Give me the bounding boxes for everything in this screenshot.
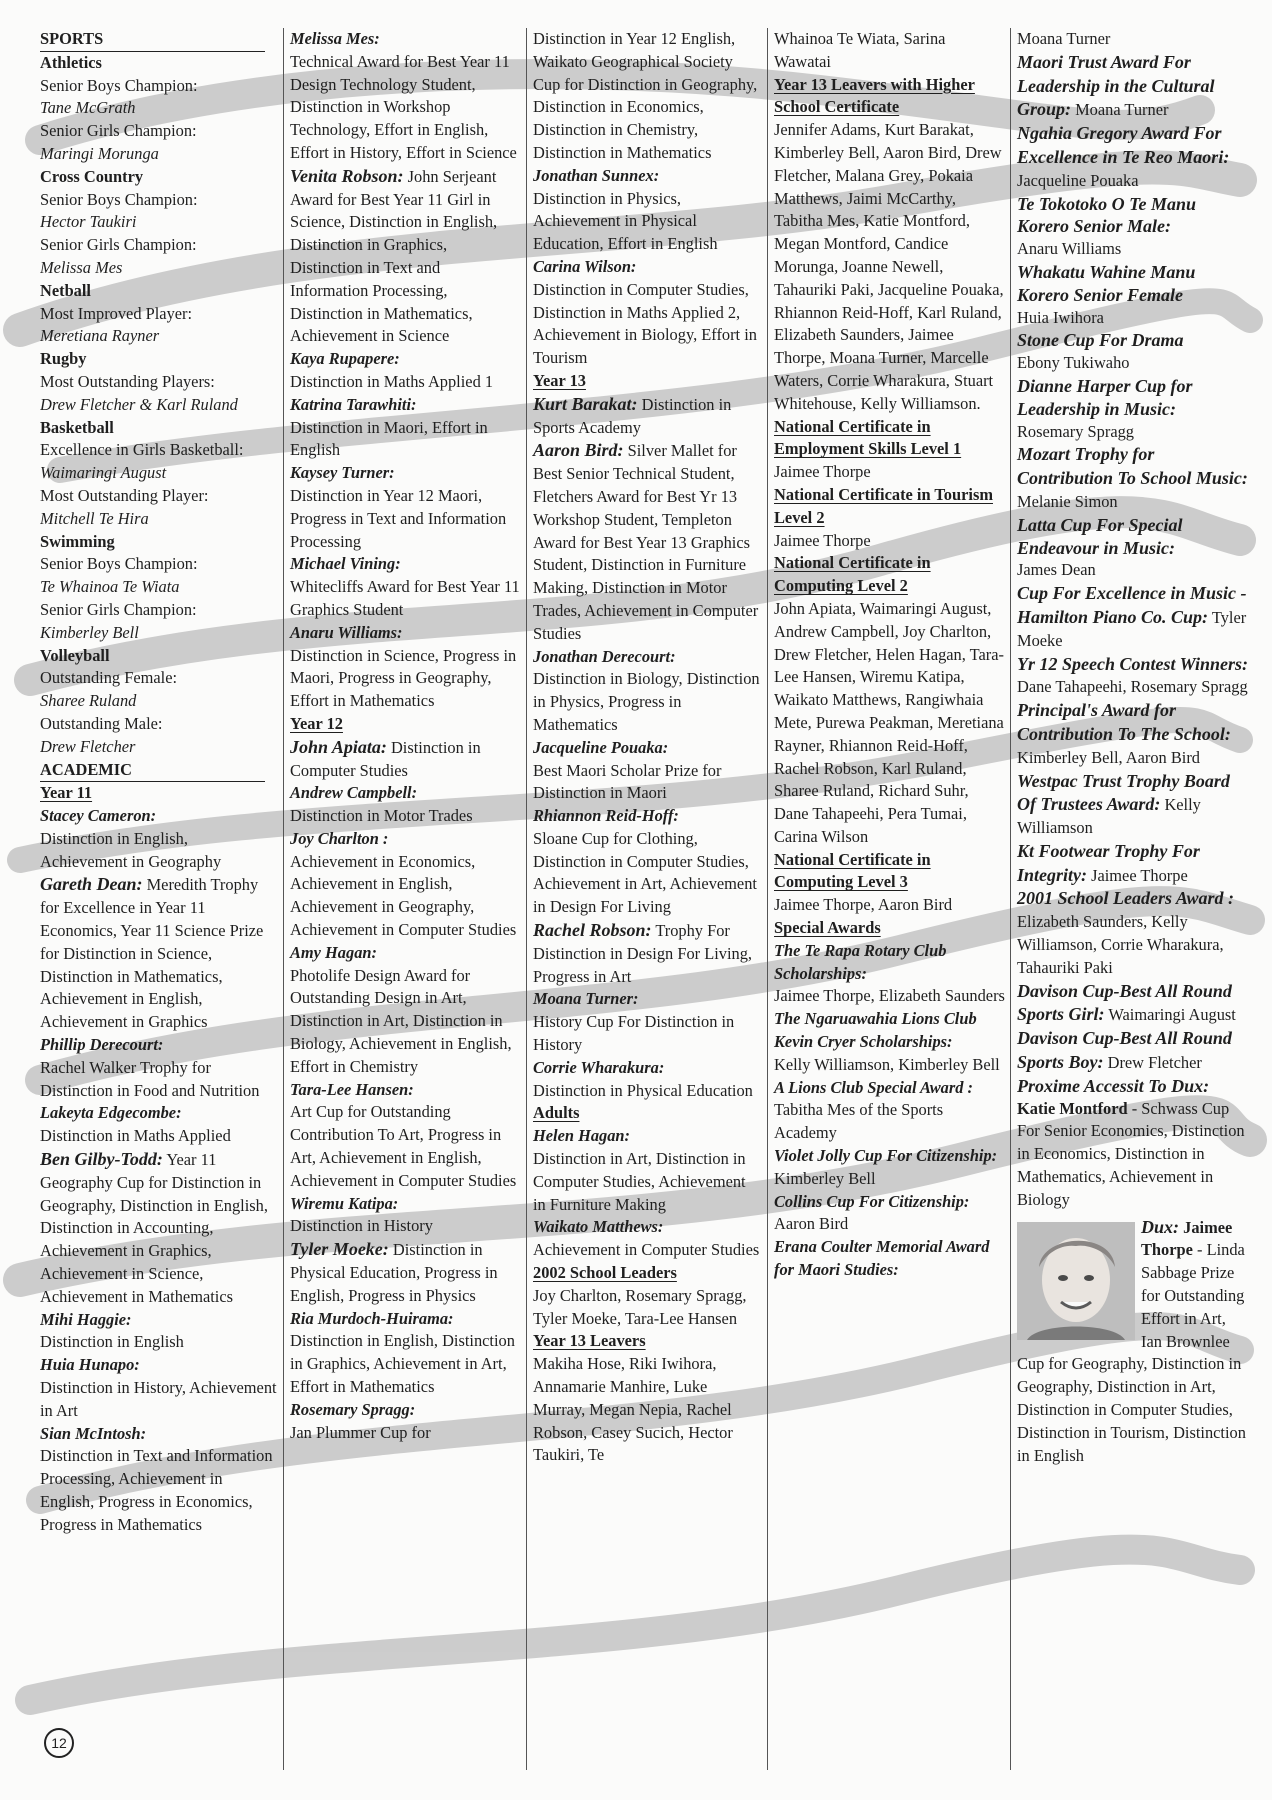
- award-details: Jaimee Thorpe: [1087, 865, 1188, 885]
- award-details: Distinction in History: [290, 1216, 433, 1236]
- award-recipient: Tyler Moeke:: [290, 1239, 389, 1260]
- award-details: Waimaringi August: [1104, 1005, 1236, 1025]
- award-details: Senior Girls Champion:: [40, 235, 197, 255]
- award-details: Distinction in Biology, Distinction in Physics, Progress in Mathematics: [533, 669, 760, 734]
- award-details: Kimberley Bell, Aaron Bird: [1017, 747, 1200, 767]
- award-details: Distinction in Year 12 Maori, Progress in Text and Information Processing: [290, 485, 507, 551]
- award-winner: Tane McGrath: [40, 98, 136, 118]
- award-details: Huia Iwihora: [1017, 307, 1104, 327]
- award-recipient: Ben Gilby-Todd:: [40, 1149, 163, 1170]
- section-heading: Special Awards: [774, 918, 881, 938]
- award-details: Makiha Hose, Riki Iwihora, Annamarie Manhire, Luke Murray, Megan Nepia, Rachel Robson, Casey Sucich, Hector Taukiri, Te: [533, 1354, 733, 1465]
- award-details: Distinction in Art, Distinction in Computer Studies, Achievement in Furniture Making: [533, 1149, 746, 1214]
- award-winner: Te Whainoa Te Wiata: [40, 577, 180, 597]
- award-recipient: Joy Charlton :: [290, 828, 389, 848]
- award-details: Year 11 Geography Cup for Distinction in Geography, Distinction in English, Distinction in Accounting, Achievement in Graphics, Achievement in Science, Achievement in Mathematics: [40, 1150, 268, 1306]
- award-details: Jan Plummer Cup for: [290, 1422, 431, 1442]
- section-heading: National Certificate in Computing Level 3: [774, 849, 931, 892]
- column-5-items: [1017, 28, 1250, 1212]
- award-details: Moana Turner: [1017, 29, 1111, 48]
- award-entry: [1017, 980, 1250, 1028]
- award-details: Jaimee Thorpe: [774, 530, 871, 550]
- dux-label: Dux:: [1141, 1216, 1180, 1237]
- column-4: [767, 28, 1005, 1770]
- award-details: Technical Award for Best Year 11 Design Technology Student, Distinction in Workshop Technology, Effort in English, Effort in History, Effort in Science: [290, 51, 517, 162]
- award-recipient: Amy Hagan:: [290, 942, 377, 962]
- award-recipient: Jacqueline Pouaka:: [533, 737, 669, 757]
- award-details: Art Cup for Outstanding Contribution To Art, Progress in Art, Achievement in English, Achievement in Computer Studies: [290, 1102, 517, 1190]
- award-recipient: Melissa Mes:: [290, 29, 380, 48]
- award-details: John Serjeant Award for Best Year 11 Girl in Science, Distinction in English, Distinction in Graphics, Distinction in Text and Information Processing, Distinction in Mathematics, Achievement in Science: [290, 166, 498, 346]
- award-details: Distinction in Maths Applied: [40, 1126, 231, 1146]
- section-heading: Adults: [533, 1103, 580, 1123]
- award-details: Achievement in Computer Studies: [533, 1240, 760, 1260]
- dux-awards-continued: Cup for Geography, Distinction in Geography, Distinction in Art, Distinction in Computer Studies, Distinction in Tourism, Distinction in English: [1017, 1354, 1246, 1465]
- award-details: Photolife Design Award for Outstanding Design in Art, Distinction in Art, Distinction in Biology, Achievement in English, Effort in Chemistry: [290, 965, 512, 1076]
- award-recipient: Whakatu Wahine Manu Korero Senior Female: [1017, 261, 1196, 305]
- award-details: Kelly Williamson: [1017, 795, 1201, 838]
- award-recipient: Jonathan Sunnex:: [533, 165, 660, 185]
- award-details: Aaron Bird: [774, 1214, 849, 1234]
- award-entry: [1017, 770, 1250, 840]
- award-recipient: Ria Murdoch-Huirama:: [290, 1308, 454, 1328]
- sport-category: Basketball: [40, 417, 114, 437]
- award-winner: Mitchell Te Hira: [40, 508, 149, 528]
- sport-category: Athletics: [40, 52, 102, 72]
- award-winner: Kimberley Bell: [40, 622, 139, 642]
- award-details: Distinction in Science, Progress in Maori, Progress in Geography, Effort in Mathematics: [290, 645, 517, 711]
- award-recipient: Jonathan Derecourt:: [533, 646, 676, 666]
- award-details: Elizabeth Saunders, Kelly Williamson, Corrie Wharakura, Tahauriki Paki: [1017, 912, 1224, 977]
- award-details: Dane Tahapeehi, Rosemary Spragg: [1017, 677, 1248, 697]
- award-entry: [1017, 122, 1250, 192]
- award-recipient: Kaya Rupapere:: [290, 349, 400, 369]
- section-heading: National Certificate in Employment Skills Level 1: [774, 416, 962, 459]
- award-recipient: Gareth Dean:: [40, 874, 143, 895]
- award-details: Most Outstanding Player:: [40, 485, 209, 505]
- award-recipient: Davison Cup-Best All Round Sports Girl:: [1017, 980, 1232, 1025]
- award-recipient: Waikato Matthews:: [533, 1217, 664, 1237]
- column-1: [40, 28, 278, 1770]
- award-recipient: John Apiata:: [290, 736, 387, 757]
- award-recipient: The Te Rapa Rotary Club Scholarships:: [774, 940, 947, 983]
- award-details: Distinction in English, Achievement in Geography: [40, 828, 222, 871]
- dux-name: Jaimee Thorpe: [1141, 1217, 1233, 1260]
- page-number: 12: [51, 1735, 67, 1751]
- award-entry: [533, 439, 762, 645]
- award-entry: [533, 393, 762, 440]
- award-details: - Schwass Cup For Senior Economics, Distinction in Economics, Distinction in Mathematics, Achievement in Biology: [1017, 1098, 1245, 1209]
- dux-portrait-photo: [1017, 1222, 1135, 1340]
- award-details: Distinction in Sports Academy: [533, 394, 732, 437]
- award-details: Whitecliffs Award for Best Year 11 Graphics Student: [290, 577, 520, 619]
- award-entry: [290, 736, 521, 783]
- award-details: Joy Charlton, Rosemary Spragg, Tyler Moeke, Tara-Lee Hansen: [533, 1285, 747, 1328]
- award-winner: Drew Fletcher: [40, 736, 136, 756]
- award-details: Distinction in Maori, Effort in English: [290, 417, 488, 460]
- award-details: Senior Boys Champion:: [40, 75, 198, 95]
- award-recipient: Ngahia Gregory Award For Excellence in Te Reo Maori:: [1017, 123, 1230, 167]
- award-details: Jennifer Adams, Kurt Barakat, Kimberley Bell, Aaron Bird, Drew Fletcher, Malana Grey, Pokaia Matthews, Jaimi McCarthy, Tabitha Mes, Katie Montford, Megan Montford, Candice Morunga, Joanne Newell, Tahauriki Paki, Jacqueline Pouaka, Rhiannon Reid-Hoff, Karl Ruland, Elizabeth Saunders, Jaimee Thorpe, Moana Turner, Marcelle Waters, Corrie Wharakura, Stuart Whitehouse, Kelly Williamson.: [774, 120, 1004, 413]
- award-details: Senior Girls Champion:: [40, 121, 197, 141]
- award-entry: [1017, 443, 1250, 513]
- award-details: Melanie Simon: [1017, 491, 1118, 511]
- award-details: Distinction in Text and Information Processing, Achievement in English, Progress in Economics, Progress in Mathematics: [40, 1446, 273, 1534]
- column-3: [526, 28, 762, 1770]
- award-details: Trophy For Distinction in Design For Living, Progress in Art: [533, 921, 752, 986]
- award-recipient: Venita Robson:: [290, 165, 404, 186]
- award-entry: [1017, 840, 1250, 888]
- award-details: Distinction in Physics, Achievement in Physical Education, Effort in English: [533, 188, 718, 254]
- award-recipient: Sian McIntosh:: [40, 1423, 147, 1443]
- award-recipient: Mihi Haggie:: [40, 1309, 132, 1329]
- award-details: Distinction in Maths Applied 1: [290, 371, 494, 391]
- sport-category: Volleyball: [40, 645, 110, 665]
- award-recipient: Rhiannon Reid-Hoff:: [533, 806, 679, 826]
- page-number-badge: [42, 1726, 76, 1760]
- section-heading: Year 11: [40, 783, 93, 803]
- award-details: Senior Boys Champion:: [40, 554, 198, 574]
- award-details: History Cup For Distinction in History: [533, 1012, 735, 1055]
- award-recipient: Rachel Robson:: [533, 920, 652, 941]
- award-entry: [1017, 653, 1250, 700]
- section-heading: Year 13: [533, 370, 586, 390]
- award-details: Anaru Williams: [1017, 239, 1122, 259]
- award-details: Distinction in Computer Studies, Distinction in Maths Applied 2, Achievement in Biology, Effort in Tourism: [533, 279, 757, 368]
- award-recipient: Davison Cup-Best All Round Sports Boy:: [1017, 1028, 1232, 1073]
- award-recipient: Stacey Cameron:: [40, 806, 157, 826]
- award-details: Distinction in Year 12 English, Waikato Geographical Society Cup for Distinction in Geography, Distinction in Economics, Distinction in Chemistry, Distinction in Mathematics: [533, 29, 758, 162]
- award-recipient: Stone Cup For Drama: [1017, 330, 1184, 351]
- sport-category: Swimming: [40, 531, 115, 551]
- award-recipient: Mozart Trophy for Contribution To School Music:: [1017, 444, 1248, 489]
- award-entry: [1017, 699, 1250, 769]
- award-winner: Maringi Morunga: [40, 143, 159, 163]
- award-entry: [1017, 51, 1250, 122]
- section-heading: 2002 School Leaders: [533, 1263, 677, 1283]
- sport-category: Netball: [40, 280, 91, 300]
- award-details: Rachel Walker Trophy for Distinction in Food and Nutrition: [40, 1057, 260, 1100]
- dux-block: [1017, 1216, 1250, 1354]
- award-details: Kimberley Bell: [774, 1168, 876, 1188]
- award-recipient: Dianne Harper Cup for Leadership in Music:: [1017, 375, 1193, 419]
- award-entry: [290, 1238, 521, 1307]
- award-details: Kelly Williamson, Kimberley Bell: [774, 1054, 1000, 1074]
- award-recipient: Erana Coulter Memorial Award for Maori Studies:: [774, 1237, 990, 1280]
- award-details: Senior Boys Champion:: [40, 189, 198, 209]
- award-recipient: The Ngaruawahia Lions Club Kevin Cryer Scholarships:: [774, 1009, 977, 1052]
- awards-columns: [40, 28, 1252, 1770]
- award-recipient: Kt Footwear Trophy For Integrity:: [1017, 840, 1200, 885]
- award-recipient: Wiremu Katipa:: [290, 1193, 399, 1213]
- award-details: Senior Girls Champion:: [40, 599, 197, 619]
- award-recipient: Carina Wilson:: [533, 256, 637, 276]
- dux-beside-photo: - Linda Sabbage Prize for Outstanding Effort in Art, Ian Brownlee: [1141, 1240, 1245, 1351]
- award-entry: [40, 1148, 278, 1309]
- award-recipient: Moana Turner:: [533, 989, 639, 1009]
- award-recipient: Phillip Derecourt:: [40, 1035, 164, 1055]
- award-details: Most Outstanding Players:: [40, 371, 215, 391]
- award-recipient: Collins Cup For Citizenship:: [774, 1191, 970, 1211]
- award-details: Best Maori Scholar Prize for Distinction in Maori: [533, 760, 722, 803]
- award-winner: Hector Taukiri: [40, 212, 137, 232]
- award-details: Sloane Cup for Clothing, Distinction in Computer Studies, Achievement in Art, Achievement in Design For Living: [533, 828, 757, 917]
- award-recipient: Kaysey Turner:: [290, 463, 395, 483]
- section-heading: Year 13 Leavers: [533, 1331, 646, 1351]
- column-2: [283, 28, 521, 1770]
- award-details: Rosemary Spragg: [1017, 421, 1134, 441]
- award-entry: [40, 873, 278, 1034]
- section-heading: ACADEMIC: [40, 759, 132, 779]
- award-winner: Meretiana Rayner: [40, 326, 160, 346]
- award-winner: Melissa Mes: [40, 257, 123, 277]
- award-recipient: Proxime Accessit To Dux:: [1017, 1075, 1210, 1096]
- award-recipient: Helen Hagan:: [533, 1126, 630, 1146]
- award-details: Distinction in Physical Education, Progress in English, Progress in Physics: [290, 1240, 498, 1305]
- award-recipient: Te Tokotoko O Te Manu Korero Senior Male:: [1017, 193, 1197, 237]
- award-recipient: Rosemary Spragg:: [290, 1399, 416, 1419]
- award-entry: [1017, 582, 1250, 652]
- award-details: Outstanding Female:: [40, 668, 178, 688]
- award-details: Jaimee Thorpe, Aaron Bird: [774, 895, 953, 915]
- award-details: Jacqueline Pouaka: [1017, 170, 1139, 190]
- award-recipient: Anaru Williams:: [290, 622, 403, 642]
- award-recipient: 2001 School Leaders Award :: [1017, 888, 1235, 909]
- award-entry: [290, 165, 521, 348]
- award-recipient: Principal's Award for Contribution To The School:: [1017, 700, 1231, 744]
- award-winner: Waimaringi August: [40, 463, 167, 483]
- award-entry: [1017, 1098, 1250, 1212]
- award-entry: [1017, 887, 1250, 979]
- award-winner: Sharee Ruland: [40, 691, 137, 711]
- column-5: [1010, 28, 1250, 1770]
- award-recipient: Yr 12 Speech Contest Winners:: [1017, 653, 1249, 674]
- award-details: Distinction in Motor Trades: [290, 806, 473, 826]
- award-recipient: Katie Montford: [1017, 1098, 1128, 1118]
- section-heading: Year 13 Leavers with Higher School Certificate: [774, 74, 975, 117]
- award-details: Drew Fletcher: [1103, 1053, 1202, 1073]
- award-details: Jaimee Thorpe, Elizabeth Saunders: [774, 986, 1005, 1006]
- section-heading: Year 12: [290, 713, 343, 733]
- award-details: Distinction in Physical Education: [533, 1080, 753, 1100]
- award-recipient: A Lions Club Special Award :: [774, 1077, 973, 1097]
- award-details: Ebony Tukiwaho: [1017, 353, 1130, 373]
- award-details: Achievement in Economics, Achievement in English, Achievement in Geography, Achievement in Computer Studies: [290, 851, 517, 940]
- award-recipient: Corrie Wharakura:: [533, 1057, 665, 1077]
- award-recipient: Michael Vining:: [290, 554, 401, 574]
- section-heading: National Certificate in Tourism Level 2: [774, 484, 993, 527]
- award-recipient: Cup For Excellence in Music -Hamilton Piano Co. Cup:: [1017, 583, 1247, 627]
- sport-category: Cross Country: [40, 166, 144, 186]
- award-recipient: Lakeyta Edgecombe:: [40, 1103, 182, 1123]
- award-recipient: Maori Trust Award For Leadership in the Cultural Group:: [1017, 51, 1215, 120]
- award-details: Moana Turner: [1071, 100, 1169, 120]
- award-recipient: Violet Jolly Cup For Citizenship:: [774, 1146, 998, 1166]
- award-details: Meredith Trophy for Excellence in Year 11 Economics, Year 11 Science Prize for Distinction in Science, Distinction in Mathematics, Achievement in English, Achievement in Graphics: [40, 875, 264, 1032]
- award-details: Jaimee Thorpe: [774, 462, 871, 482]
- section-heading: National Certificate in Computing Level 2: [774, 553, 931, 596]
- section-heading: SPORTS: [40, 29, 104, 48]
- award-entry: [533, 919, 762, 988]
- award-recipient: Latta Cup For Special Endeavour in Music:: [1017, 514, 1183, 558]
- award-details: Tabitha Mes of the Sports Academy: [774, 1100, 944, 1143]
- award-recipient: Kurt Barakat:: [533, 393, 638, 414]
- sport-category: Rugby: [40, 349, 87, 369]
- award-recipient: Westpac Trust Trophy Board Of Trustees Award:: [1017, 770, 1230, 815]
- award-details: Whainoa Te Wiata, Sarina Wawatai: [774, 29, 946, 71]
- award-details: John Apiata, Waimaringi August, Andrew Campbell, Joy Charlton, Drew Fletcher, Helen Hagan, Tara-Lee Hansen, Wiremu Katipa, Waikato Matthews, Rangiwhaia Mete, Purewa Peakman, Meretiana Rayner, Rhiannon Reid-Hoff, Rachel Robson, Karl Ruland, Sharee Ruland, Richard Suhr, Dane Tahapeehi, Pera Tumai, Carina Wilson: [774, 598, 1004, 846]
- award-details: Outstanding Male:: [40, 713, 163, 733]
- award-winner: Drew Fletcher & Karl Ruland: [40, 394, 238, 414]
- award-details: Tyler Moeke: [1017, 607, 1247, 650]
- award-recipient: Huia Hunapo:: [40, 1355, 140, 1375]
- award-details: Distinction in Computer Studies: [290, 737, 481, 780]
- award-details: Silver Mallet for Best Senior Technical Student, Fletchers Award for Best Yr 13 Workshop Student, Templeton Award for Best Year 13 Graphics Student, Distinction in Furniture Making, Distinction in Motor Trades, Achievement in Computer Studies: [533, 441, 759, 643]
- award-recipient: Katrina Tarawhiti:: [290, 394, 417, 414]
- award-details: Excellence in Girls Basketball:: [40, 440, 244, 460]
- award-recipient: Tara-Lee Hansen:: [290, 1079, 414, 1099]
- award-details: Distinction in English, Distinction in Graphics, Achievement in Art, Effort in Mathematics: [290, 1331, 515, 1397]
- award-details: Distinction in English: [40, 1332, 184, 1352]
- award-entry: [1017, 1027, 1250, 1075]
- award-recipient: Aaron Bird:: [533, 440, 624, 461]
- award-details: James Dean: [1017, 560, 1096, 580]
- award-recipient: Andrew Campbell:: [290, 783, 418, 803]
- award-details: Distinction in History, Achievement in Art: [40, 1378, 277, 1420]
- award-details: Most Improved Player:: [40, 303, 193, 323]
